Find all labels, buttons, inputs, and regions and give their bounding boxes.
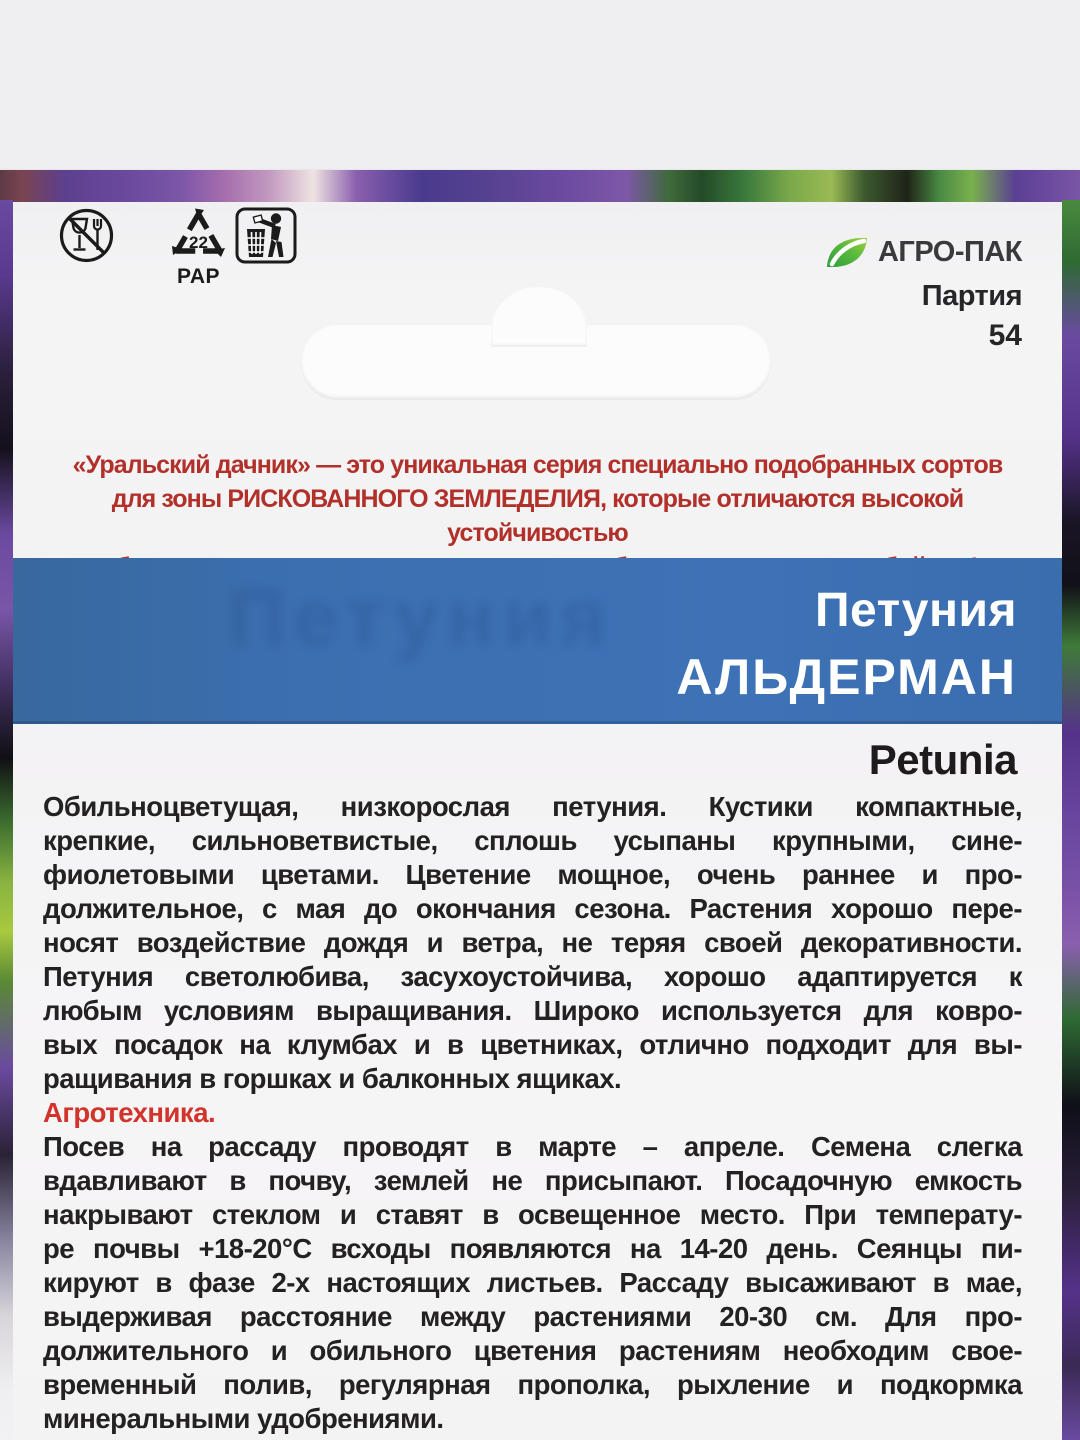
text-line: Посев на рассаду проводят в марте – апреле. Семена слегка	[43, 1131, 1022, 1162]
recycling-triangle-icon	[170, 207, 227, 264]
recycle-code-text: 22	[189, 233, 208, 252]
batch-number: 54	[988, 319, 1022, 352]
variety-title: АЛЬДЕРМАН	[676, 649, 1017, 705]
brand-block	[824, 234, 1022, 353]
text-line: минеральными удобрениями.	[43, 1403, 444, 1434]
text-line: «Уральский дачник» — это уникальная серия специально подобранных сортов	[72, 451, 1003, 479]
text-line: фиолетовыми цветами. Цветение мощное, очень раннее и про-	[43, 859, 1022, 890]
text-line: для зоны РИСКОВАННОГО ЗЕМЛЕДЕЛИЯ, которые отличаются высокой устойчивостью	[111, 485, 964, 547]
text-line: крепкие, сильноветвистые, сплошь усыпаны крупными, сине-	[43, 825, 1022, 856]
text-line: ре почвы +18-20°С всходы появляются на 14-20 день. Сеянцы пи-	[43, 1233, 1022, 1264]
packet-right-edge-photo-strip	[1062, 200, 1080, 1440]
packet-back-panel	[13, 202, 1062, 1440]
text-line: должительное, с мая до окончания сезона. Растения хорошо пере-	[43, 893, 1022, 924]
recycle-material-label: PAP	[176, 265, 221, 288]
agrotechnics-paragraph	[43, 1130, 1022, 1436]
latin-name: Petunia	[868, 736, 1017, 783]
culture-title: Петуния	[815, 584, 1017, 637]
brand-name: АГРО-ПАК	[877, 235, 1022, 268]
batch-label: Партия	[921, 280, 1022, 312]
title-band	[13, 558, 1062, 724]
text-line: ращивания в горшках и балконных ящиках.	[43, 1063, 622, 1094]
body-copy	[43, 790, 1022, 1436]
text-line: временный полив, регулярная прополка, рыхление и подкормка	[43, 1369, 1022, 1400]
text-line: накрывают стеклом и ставят в освещенное место. При температу-	[43, 1199, 1022, 1230]
leaf-icon	[824, 234, 870, 270]
packet-front-edge-photo-strip	[0, 170, 1080, 202]
packet-left-edge-photo-strip	[0, 200, 13, 1440]
not-for-food-contact-icon	[58, 207, 115, 264]
text-line: вых посадок на клумбах и в цветниках, отлично подходит для вы-	[43, 1029, 1022, 1060]
description-paragraph	[43, 790, 1022, 1096]
text-line: носят воздействие дождя и ветра, не теряя своей декоративности.	[43, 927, 1022, 958]
text-line: Петуния светолюбива, засухоустойчива, хорошо адаптируется к	[43, 961, 1022, 992]
show-through-ghost-text: Петуния	[228, 573, 615, 662]
text-line: должительного и обильного цветения растениям необходим свое-	[43, 1335, 1022, 1366]
euro-hang-slot	[301, 325, 771, 399]
text-line: выдерживая расстояние между растениями 20-30 см. Для про-	[43, 1301, 1022, 1332]
text-line: кируют в фазе 2-х настоящих листьев. Рассаду высаживают в мае,	[43, 1267, 1022, 1298]
text-line: вдавливают в почву, землей не присыпают. Посадочную емкость	[43, 1165, 1022, 1196]
text-line: любым условиям выращивания. Широко используется для ковро-	[43, 995, 1022, 1026]
text-line: Обильноцветущая, низкорослая петуния. Кустики компактные,	[43, 791, 1022, 822]
tidyman-icon	[235, 207, 297, 264]
agrotechnics-heading: Агротехника.	[43, 1097, 216, 1128]
